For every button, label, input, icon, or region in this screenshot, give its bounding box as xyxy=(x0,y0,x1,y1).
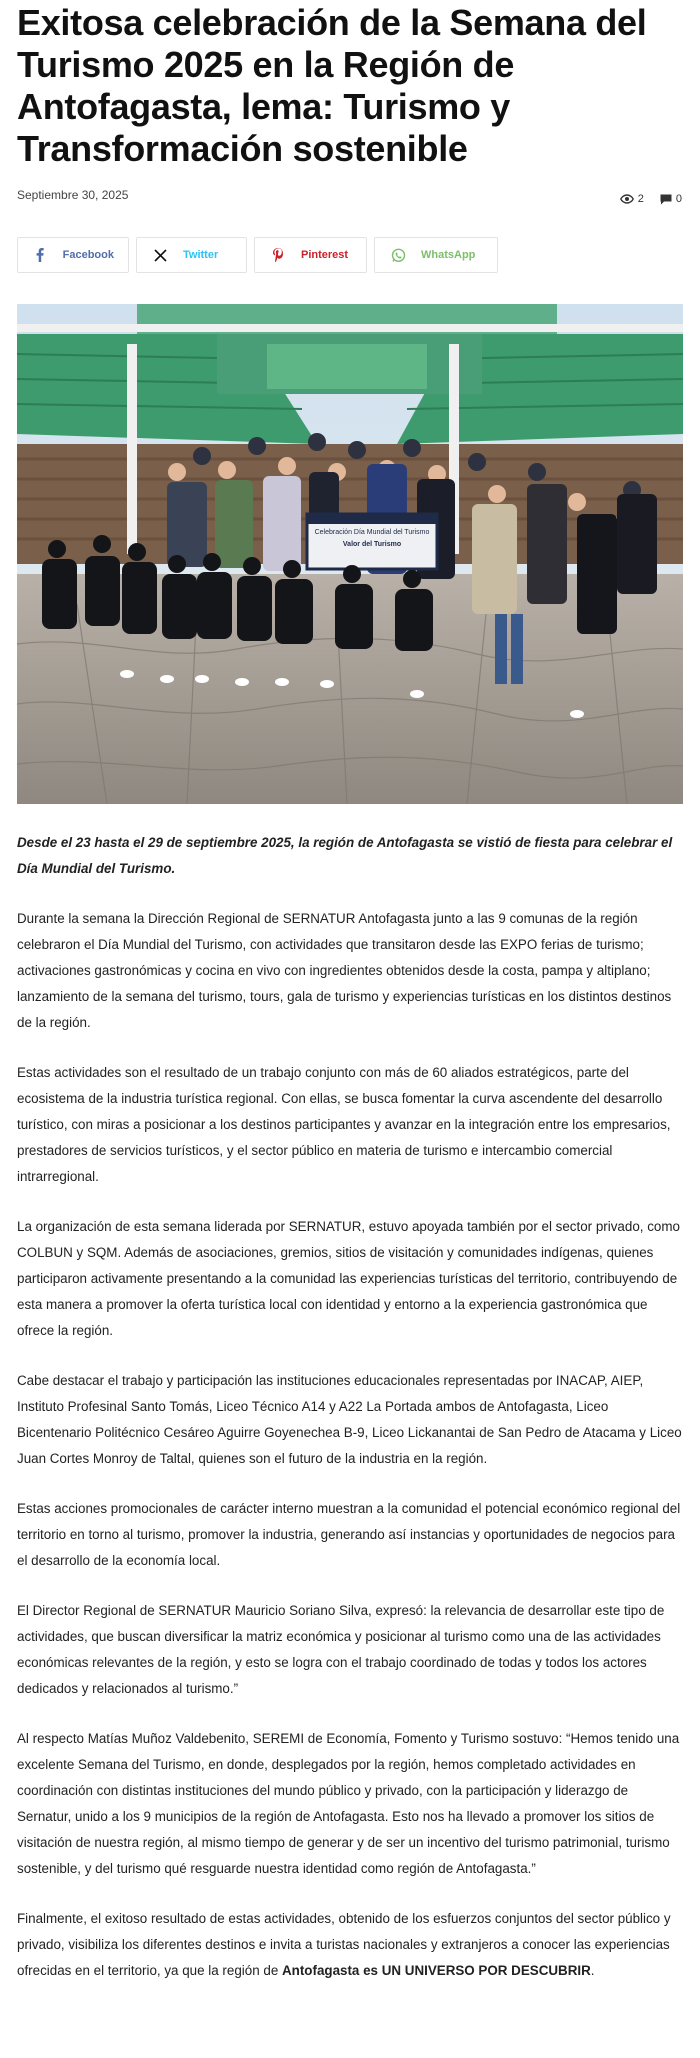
x-icon xyxy=(151,246,169,264)
featured-photo xyxy=(17,304,683,804)
body-paragraph-4: Cabe destacar el trabajo y participación las instituciones educacionales representadas por INACAP, AIEP, Instituto Profesinal Santo Tomás, Liceo Técnico A14 y A22 La Portada ambos de Antofagasta, Liceo Bicentenario Politécnico Cesáreo Aguirre Goyenechea B-9, Liceo Lickanantai de San Pedro de Atacama y Liceo Juan Cortes Monroy de Taltal, quienes son el futuro de la industria en la región. xyxy=(17,1373,682,1466)
facebook-icon xyxy=(32,246,49,264)
article-title: Exitosa celebración de la Semana del Turismo 2025 en la Región de Antofagasta, lema: Turismo y Transformación sostenible xyxy=(17,2,647,169)
lead-paragraph: Desde el 23 hasta el 29 de septiembre 2025, la región de Antofagasta se vistió de fiesta para celebrar el Día Mundial del Turismo. xyxy=(17,835,673,876)
publish-date: Septiembre 30, 2025 xyxy=(17,188,129,202)
body-paragraph-8 xyxy=(17,1906,685,1984)
whatsapp-icon xyxy=(389,246,407,264)
body-paragraph-6: El Director Regional de SERNATUR Mauricio Soriano Silva, expresó: la relevancia de desarrollar este tipo de actividades, que buscan diversificar la matriz económica y posicionar al turismo como una de las actividades económicas relevantes de la región, y esto se logra con el trabajo coordinado de todas y todos los actores dedicados y relacionados al turismo.” xyxy=(17,1603,665,1696)
closing-text: Finalmente, el exitoso resultado de estas actividades, obtenido de los esfuerzos conjuntos del sector público y privado, visibiliza los diferentes destinos e invita a turistas nacionales y extranjeros a conocer las experiencias ofrecidas en el territorio, ya que la región de xyxy=(17,1911,671,1978)
closing-period: . xyxy=(590,1963,595,1978)
facebook-label: Facebook xyxy=(62,249,114,261)
views-count: 2 xyxy=(637,193,644,205)
body-paragraph-2: Estas actividades son el resultado de un trabajo conjunto con más de 60 aliados estratégicos, parte del ecosistema de la industria turística regional. Con ellas, se busca fomentar la curva ascendente del desarrollo turístico, con miras a posicionar a los destinos participantes y avanzar en la integración entre los empresarios, prestadores de servicios turísticos, y el sector público en materia de turismo e intercambio comercial intrarregional. xyxy=(17,1065,671,1184)
closing-slogan: Antofagasta es UN UNIVERSO POR DESCUBRIR xyxy=(282,1963,591,1978)
comment-icon xyxy=(660,194,672,205)
views-counter xyxy=(620,193,644,205)
pinterest-label: Pinterest xyxy=(301,249,349,261)
comments-counter[interactable] xyxy=(660,193,682,205)
share-whatsapp-button[interactable] xyxy=(374,237,498,273)
share-pinterest-button[interactable] xyxy=(254,237,367,273)
eye-icon xyxy=(620,194,634,204)
share-twitter-button[interactable] xyxy=(136,237,247,273)
banner-text-1: Celebración Día Mundial del Turismo xyxy=(314,529,430,536)
body-paragraph-5: Estas acciones promocionales de carácter interno muestran a la comunidad el potencial económico regional del territorio en torno al turismo, promover la industria, generando así instancias y oportunidades de negocios para el desarrollo de la economía local. xyxy=(17,1501,681,1568)
article-stats xyxy=(620,193,682,205)
body-paragraph-1: Durante la semana la Dirección Regional de SERNATUR Antofagasta junto a las 9 comunas de la región celebraron el Día Mundial del Turismo, con actividades que transitaron desde las EXPO ferias de turismo; activaciones gastronómicas y cocina en vivo con ingredientes obtenidos desde la costa, pampa y altiplano; lanzamiento de la semana del turismo, tours, gala de turismo y experiencias turísticas en los distintos destinos de la región. xyxy=(17,911,672,1030)
whatsapp-label: WhatsApp xyxy=(421,249,476,261)
body-paragraph-7: Al respecto Matías Muñoz Valdebenito, SEREMI de Economía, Fomento y Turismo sostuvo: “Hemos tenido una excelente Semana del Turismo, en donde, desplegados por la región, hemos completado actividades en coordinación con distintas instituciones del mundo público y privado, con la participación y liderazgo de Sernatur, unido a los 9 municipios de la región de Antofagasta. Esto nos ha llevado a promover los sitios de visitación de nuestra región, al mismo tiempo de generar y de ser un incentivo del turismo patrimonial, turismo sostenible, y del turismo qué resguarde nuestra identidad como región de Antofagasta.” xyxy=(17,1731,680,1876)
body-paragraph-3: La organización de esta semana liderada por SERNATUR, estuvo apoyada también por el sector privado, como COLBUN y SQM. Además de asociaciones, gremios, sitios de visitación y comunidades indígenas, quienes participaron activamente presentando a la comunidad las experiencias turísticas del territorio, contribuyendo de esta manera a promover la oferta turística local con identidad y entorno a la experiencia gastronómica que ofrece la región. xyxy=(17,1219,680,1338)
comments-count: 0 xyxy=(675,193,682,205)
pinterest-icon xyxy=(269,246,287,264)
banner-text-2: Valor del Turismo xyxy=(342,541,402,548)
share-bar xyxy=(17,237,498,273)
article-body xyxy=(17,830,685,2008)
share-facebook-button[interactable] xyxy=(17,237,129,273)
group-photo-illustration xyxy=(17,304,683,804)
twitter-label: Twitter xyxy=(183,249,219,261)
